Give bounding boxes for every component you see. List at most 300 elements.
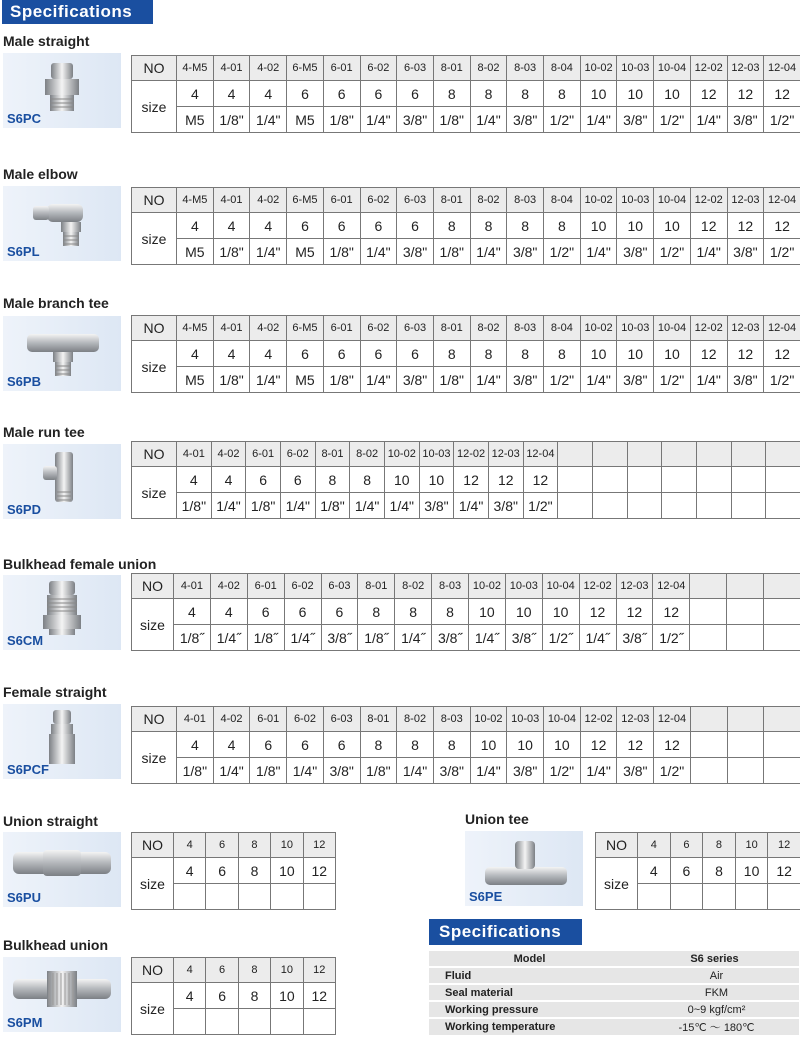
size-cell: M5: [177, 367, 214, 393]
spec-row-no: [132, 188, 800, 213]
size-cell: 1/4˝: [284, 625, 321, 651]
size-cell: 3/8": [617, 239, 654, 265]
model-number-cell: 6-01: [323, 316, 360, 341]
size-cell: 1/4": [580, 239, 617, 265]
empty-cell: [727, 707, 764, 732]
spec-table-s6pd: [131, 441, 800, 519]
model-number-cell: 10-02: [580, 316, 617, 341]
size-cell: 1/4": [580, 758, 617, 784]
model-number-cell: 8-04: [544, 56, 581, 81]
model-number-cell: 4: [174, 833, 206, 858]
product-code: S6PB: [7, 374, 41, 389]
size-cell: 3/8": [617, 107, 654, 133]
model-number-cell: 6-M5: [287, 56, 324, 81]
model-number-cell: 4-01: [213, 188, 250, 213]
spec-table-s6pe: [595, 832, 800, 910]
size-cell: 1/2": [544, 367, 581, 393]
size-cell: 12: [303, 858, 335, 884]
size-label: size: [132, 467, 177, 519]
size-cell: 1/4": [280, 493, 315, 519]
size-cell: 1/4˝: [210, 625, 247, 651]
size-cell: 4: [213, 81, 250, 107]
empty-cell: [766, 467, 800, 493]
section-title-s6pu: Union straight: [3, 813, 98, 829]
size-cell: 3/8˝: [432, 625, 469, 651]
model-number-cell: 10-02: [470, 707, 507, 732]
spec-table-s6pl: [131, 187, 800, 265]
size-cell: [735, 884, 768, 910]
model-number-cell: 12-02: [690, 56, 727, 81]
no-label: NO: [132, 707, 177, 732]
spec-row-size: [132, 239, 800, 265]
size-cell: 1/8": [213, 367, 250, 393]
size-cell: 1/4": [580, 367, 617, 393]
size-cell: 8: [397, 732, 434, 758]
size-cell: 6: [287, 732, 324, 758]
size-cell: 1/4˝: [395, 625, 432, 651]
size-cell: 3/8": [507, 107, 544, 133]
size-cell: 12: [727, 213, 764, 239]
section-title-s6pc: Male straight: [3, 33, 90, 49]
model-number-cell: 10-03: [617, 188, 654, 213]
no-label: NO: [132, 574, 174, 599]
size-cell: 10: [617, 213, 654, 239]
spec-row-no: [132, 574, 800, 599]
spec-table-s6pc: [131, 55, 800, 133]
size-cell: 6: [323, 341, 360, 367]
size-cell: 1/8˝: [174, 625, 211, 651]
spec-row-no: [132, 316, 800, 341]
size-cell: [303, 884, 335, 910]
spec-table-s6cm: [131, 573, 800, 651]
empty-cell: [766, 493, 800, 519]
model-number-cell: 6-01: [246, 442, 281, 467]
model-number-cell: 12-03: [617, 707, 654, 732]
empty-cell: [690, 625, 727, 651]
model-number-cell: 12-04: [764, 56, 800, 81]
size-cell: 10: [507, 732, 544, 758]
size-cell: 3/8": [507, 758, 544, 784]
empty-cell: [764, 599, 800, 625]
size-cell: M5: [287, 239, 324, 265]
model-number-cell: 6: [670, 833, 703, 858]
model-number-cell: 8-02: [470, 56, 507, 81]
model-number-cell: 8-01: [433, 316, 470, 341]
size-cell: 1/2": [654, 758, 691, 784]
size-cell: 4: [177, 213, 214, 239]
size-cell: 3/8": [488, 493, 523, 519]
product-code: S6PCF: [7, 762, 49, 777]
empty-cell: [727, 732, 764, 758]
size-cell: 4: [250, 81, 287, 107]
size-cell: 1/4˝: [469, 625, 506, 651]
section-title-s6cm: Bulkhead female union: [3, 556, 157, 572]
size-cell: 1/8": [433, 107, 470, 133]
model-number-cell: 10-03: [507, 707, 544, 732]
size-cell: 6: [287, 341, 324, 367]
empty-cell: [727, 758, 764, 784]
product-code: S6PL: [7, 244, 40, 259]
size-cell: 4: [213, 341, 250, 367]
size-cell: 12: [690, 213, 727, 239]
model-number-cell: 6: [206, 958, 238, 983]
size-cell: 1/4": [250, 107, 287, 133]
size-cell: 1/2": [764, 107, 800, 133]
model-number-cell: 6: [206, 833, 238, 858]
size-cell: 1/8": [246, 493, 281, 519]
no-label: NO: [132, 958, 174, 983]
size-cell: 1/4": [287, 758, 324, 784]
size-cell: 12: [617, 732, 654, 758]
empty-cell: [627, 467, 662, 493]
model-number-cell: 4-02: [250, 56, 287, 81]
size-cell: 8: [703, 858, 736, 884]
size-cell: 10: [654, 341, 691, 367]
model-number-cell: 4-02: [250, 188, 287, 213]
size-cell: 1/8": [323, 107, 360, 133]
size-cell: 1/4˝: [579, 625, 616, 651]
size-cell: 10: [470, 732, 507, 758]
size-label: size: [132, 81, 177, 133]
size-cell: 8: [470, 81, 507, 107]
size-cell: 1/8": [433, 239, 470, 265]
model-number-cell: 6-M5: [287, 316, 324, 341]
model-number-cell: 6-03: [397, 56, 434, 81]
size-label: size: [132, 983, 174, 1035]
product-code: S6CM: [7, 633, 44, 648]
size-cell: 1/2": [523, 493, 558, 519]
spec-row-no: [132, 442, 800, 467]
size-cell: 3/8": [397, 367, 434, 393]
size-cell: 10: [384, 467, 419, 493]
size-cell: 1/8": [177, 758, 214, 784]
size-cell: 10: [271, 858, 303, 884]
spec-table-s6pb: [131, 315, 800, 393]
spec-row-size: [132, 858, 336, 884]
size-cell: 4: [177, 732, 214, 758]
model-number-cell: 8-02: [397, 707, 434, 732]
size-label: size: [132, 732, 177, 784]
empty-cell: [766, 442, 800, 467]
size-cell: M5: [287, 367, 324, 393]
size-cell: 1/8": [323, 239, 360, 265]
size-cell: 1/2": [544, 758, 581, 784]
size-cell: 8: [238, 858, 270, 884]
empty-cell: [690, 758, 727, 784]
model-number-cell: 4-02: [250, 316, 287, 341]
model-number-cell: 8-03: [432, 574, 469, 599]
size-cell: 8: [433, 341, 470, 367]
empty-cell: [764, 574, 800, 599]
spec-row-size: [132, 107, 800, 133]
model-number-cell: 6-03: [321, 574, 358, 599]
size-cell: [238, 884, 270, 910]
product-image-s6cm: [3, 575, 121, 650]
size-cell: 8: [544, 81, 581, 107]
size-cell: 10: [580, 341, 617, 367]
model-number-cell: 12-02: [454, 442, 489, 467]
size-cell: 6: [246, 467, 281, 493]
size-cell: 1/4": [213, 758, 250, 784]
properties-head-row: [429, 951, 799, 966]
size-cell: 12: [764, 213, 800, 239]
size-cell: [768, 884, 800, 910]
size-cell: 1/2˝: [542, 625, 579, 651]
size-cell: 1/4": [350, 493, 385, 519]
model-number-cell: 12-04: [523, 442, 558, 467]
model-number-cell: 6-01: [323, 188, 360, 213]
size-cell: M5: [177, 107, 214, 133]
model-number-cell: 12-04: [654, 707, 691, 732]
section-title-s6pcf: Female straight: [3, 684, 107, 700]
empty-cell: [690, 599, 727, 625]
spec-row-no: [596, 833, 800, 858]
size-cell: 4: [177, 81, 214, 107]
model-number-cell: 10-04: [654, 56, 691, 81]
size-cell: 3/8": [323, 758, 360, 784]
model-number-cell: 6-02: [360, 316, 397, 341]
model-number-cell: 6-03: [323, 707, 360, 732]
section-title-s6pm: Bulkhead union: [3, 937, 108, 953]
model-number-cell: 12-02: [579, 574, 616, 599]
model-number-cell: 10: [735, 833, 768, 858]
model-number-cell: 8-02: [395, 574, 432, 599]
size-cell: 6: [397, 213, 434, 239]
empty-cell: [558, 493, 593, 519]
size-cell: 3/8": [727, 239, 764, 265]
size-cell: 4: [250, 341, 287, 367]
property-value: -15℃ ～ 180℃: [634, 1019, 799, 1035]
properties-table: [429, 949, 799, 1037]
model-number-cell: 10-04: [542, 574, 579, 599]
spec-row-size: [132, 467, 800, 493]
model-number-cell: 4-M5: [177, 188, 214, 213]
size-cell: 3/8˝: [505, 625, 542, 651]
size-label: size: [596, 858, 638, 910]
properties-row: [429, 1019, 799, 1035]
size-cell: 1/8": [177, 493, 212, 519]
size-cell: 12: [727, 341, 764, 367]
size-cell: 10: [419, 467, 454, 493]
size-cell: 3/8": [433, 758, 470, 784]
model-number-cell: 4-M5: [177, 316, 214, 341]
size-cell: [238, 1009, 270, 1035]
empty-cell: [696, 442, 731, 467]
model-number-cell: 4-M5: [177, 56, 214, 81]
model-number-cell: 8-02: [470, 316, 507, 341]
model-number-cell: 8-03: [507, 188, 544, 213]
size-cell: M5: [177, 239, 214, 265]
size-cell: 1/4": [580, 107, 617, 133]
model-number-cell: 10-03: [617, 316, 654, 341]
size-cell: 4: [174, 858, 206, 884]
empty-cell: [731, 442, 766, 467]
size-cell: 8: [358, 599, 395, 625]
size-cell: [703, 884, 736, 910]
size-cell: 8: [433, 213, 470, 239]
model-number-cell: 8-04: [544, 316, 581, 341]
size-cell: [271, 884, 303, 910]
no-label: NO: [132, 833, 174, 858]
model-number-cell: 12-03: [616, 574, 653, 599]
size-cell: 1/2˝: [653, 625, 690, 651]
size-cell: 8: [433, 81, 470, 107]
size-cell: [303, 1009, 335, 1035]
size-cell: 4: [177, 467, 212, 493]
model-number-cell: 4-01: [174, 574, 211, 599]
size-cell: 6: [323, 81, 360, 107]
size-cell: 12: [690, 341, 727, 367]
spec-row-size: [132, 625, 800, 651]
size-cell: 3/8": [727, 367, 764, 393]
size-cell: 10: [735, 858, 768, 884]
property-key: Working pressure: [429, 1002, 634, 1017]
product-image-s6pd: [3, 444, 121, 519]
product-image-s6pl: [3, 186, 121, 261]
empty-cell: [764, 707, 800, 732]
model-number-cell: 4-01: [177, 442, 212, 467]
no-label: NO: [132, 316, 177, 341]
size-cell: 8: [507, 213, 544, 239]
product-code: S6PC: [7, 111, 41, 126]
size-cell: 3/8": [397, 239, 434, 265]
size-cell: 8: [238, 983, 270, 1009]
size-cell: [638, 884, 671, 910]
product-image-s6pb: [3, 316, 121, 391]
empty-cell: [690, 707, 727, 732]
spec-row-no: [132, 958, 336, 983]
spec-row-size: [132, 213, 800, 239]
property-key: Working temperature: [429, 1019, 634, 1035]
model-number-cell: 4-01: [213, 56, 250, 81]
size-cell: 6: [670, 858, 703, 884]
model-number-cell: 8: [238, 958, 270, 983]
spec-table-s6pm: [131, 957, 336, 1035]
size-cell: 3/8˝: [616, 625, 653, 651]
spec-row-no: [132, 833, 336, 858]
model-number-cell: 4-02: [213, 707, 250, 732]
spec-row-size: [132, 493, 800, 519]
section-title-s6pd: Male run tee: [3, 424, 85, 440]
empty-cell: [764, 758, 800, 784]
size-cell: 8: [360, 732, 397, 758]
properties-row: [429, 968, 799, 983]
product-image-s6pu: [3, 832, 121, 907]
empty-cell: [727, 625, 764, 651]
size-cell: 1/4": [397, 758, 434, 784]
properties-head-key: Model: [429, 951, 634, 966]
size-cell: 1/4": [250, 239, 287, 265]
section-title-s6pb: Male branch tee: [3, 295, 109, 311]
model-number-cell: 12: [303, 833, 335, 858]
spec-row-size: [132, 732, 800, 758]
size-cell: 1/8": [213, 107, 250, 133]
size-cell: 1/4": [360, 239, 397, 265]
size-cell: 12: [654, 732, 691, 758]
size-cell: 4: [213, 732, 250, 758]
size-cell: 4: [638, 858, 671, 884]
spec-row-size: [132, 81, 800, 107]
spec-row-size: [132, 758, 800, 784]
spec-row-size: [132, 341, 800, 367]
section-title-s6pe: Union tee: [465, 811, 529, 827]
size-cell: 1/2": [654, 367, 691, 393]
size-cell: 12: [579, 599, 616, 625]
size-cell: 6: [250, 732, 287, 758]
model-number-cell: 8-03: [507, 316, 544, 341]
model-number-cell: 6-01: [323, 56, 360, 81]
size-cell: 3/8": [419, 493, 454, 519]
size-cell: 4: [213, 213, 250, 239]
model-number-cell: 12-04: [764, 316, 800, 341]
model-number-cell: 10-03: [505, 574, 542, 599]
size-cell: 3/8": [727, 107, 764, 133]
size-cell: 10: [580, 81, 617, 107]
spec-row-size: [596, 858, 800, 884]
size-cell: 1/8˝: [247, 625, 284, 651]
size-cell: 6: [287, 213, 324, 239]
size-cell: 10: [617, 341, 654, 367]
size-cell: 10: [271, 983, 303, 1009]
model-number-cell: 6-02: [284, 574, 321, 599]
model-number-cell: 4-02: [211, 442, 246, 467]
size-cell: 6: [360, 213, 397, 239]
model-number-cell: 12-02: [690, 188, 727, 213]
size-cell: 12: [580, 732, 617, 758]
size-cell: 1/4": [384, 493, 419, 519]
product-code: S6PD: [7, 502, 41, 517]
model-number-cell: 4: [174, 958, 206, 983]
empty-cell: [731, 493, 766, 519]
model-number-cell: 10-03: [617, 56, 654, 81]
size-label: size: [132, 599, 174, 651]
model-number-cell: 8-04: [544, 188, 581, 213]
size-cell: 12: [690, 81, 727, 107]
empty-cell: [690, 732, 727, 758]
model-number-cell: 4: [638, 833, 671, 858]
size-cell: 1/8": [250, 758, 287, 784]
size-cell: 6: [280, 467, 315, 493]
model-number-cell: 6-02: [360, 56, 397, 81]
size-cell: 12: [488, 467, 523, 493]
size-cell: 1/4": [360, 367, 397, 393]
size-cell: 12: [764, 341, 800, 367]
size-cell: 12: [303, 983, 335, 1009]
model-number-cell: 6-02: [280, 442, 315, 467]
size-cell: 6: [397, 341, 434, 367]
product-code: S6PM: [7, 1015, 43, 1030]
model-number-cell: 12-04: [653, 574, 690, 599]
model-number-cell: 8-03: [433, 707, 470, 732]
model-number-cell: 6-02: [360, 188, 397, 213]
size-cell: 10: [580, 213, 617, 239]
empty-cell: [558, 442, 593, 467]
size-cell: [174, 1009, 206, 1035]
size-cell: 12: [616, 599, 653, 625]
size-cell: 1/8": [433, 367, 470, 393]
empty-cell: [662, 467, 697, 493]
empty-cell: [696, 493, 731, 519]
model-number-cell: 6-01: [250, 707, 287, 732]
product-image-s6pm: [3, 957, 121, 1032]
size-cell: 1/4": [690, 367, 727, 393]
model-number-cell: 4-01: [213, 316, 250, 341]
size-cell: 4: [177, 341, 214, 367]
properties-head-value: S6 series: [634, 951, 799, 966]
empty-cell: [727, 574, 764, 599]
size-cell: [670, 884, 703, 910]
properties-row: [429, 1002, 799, 1017]
